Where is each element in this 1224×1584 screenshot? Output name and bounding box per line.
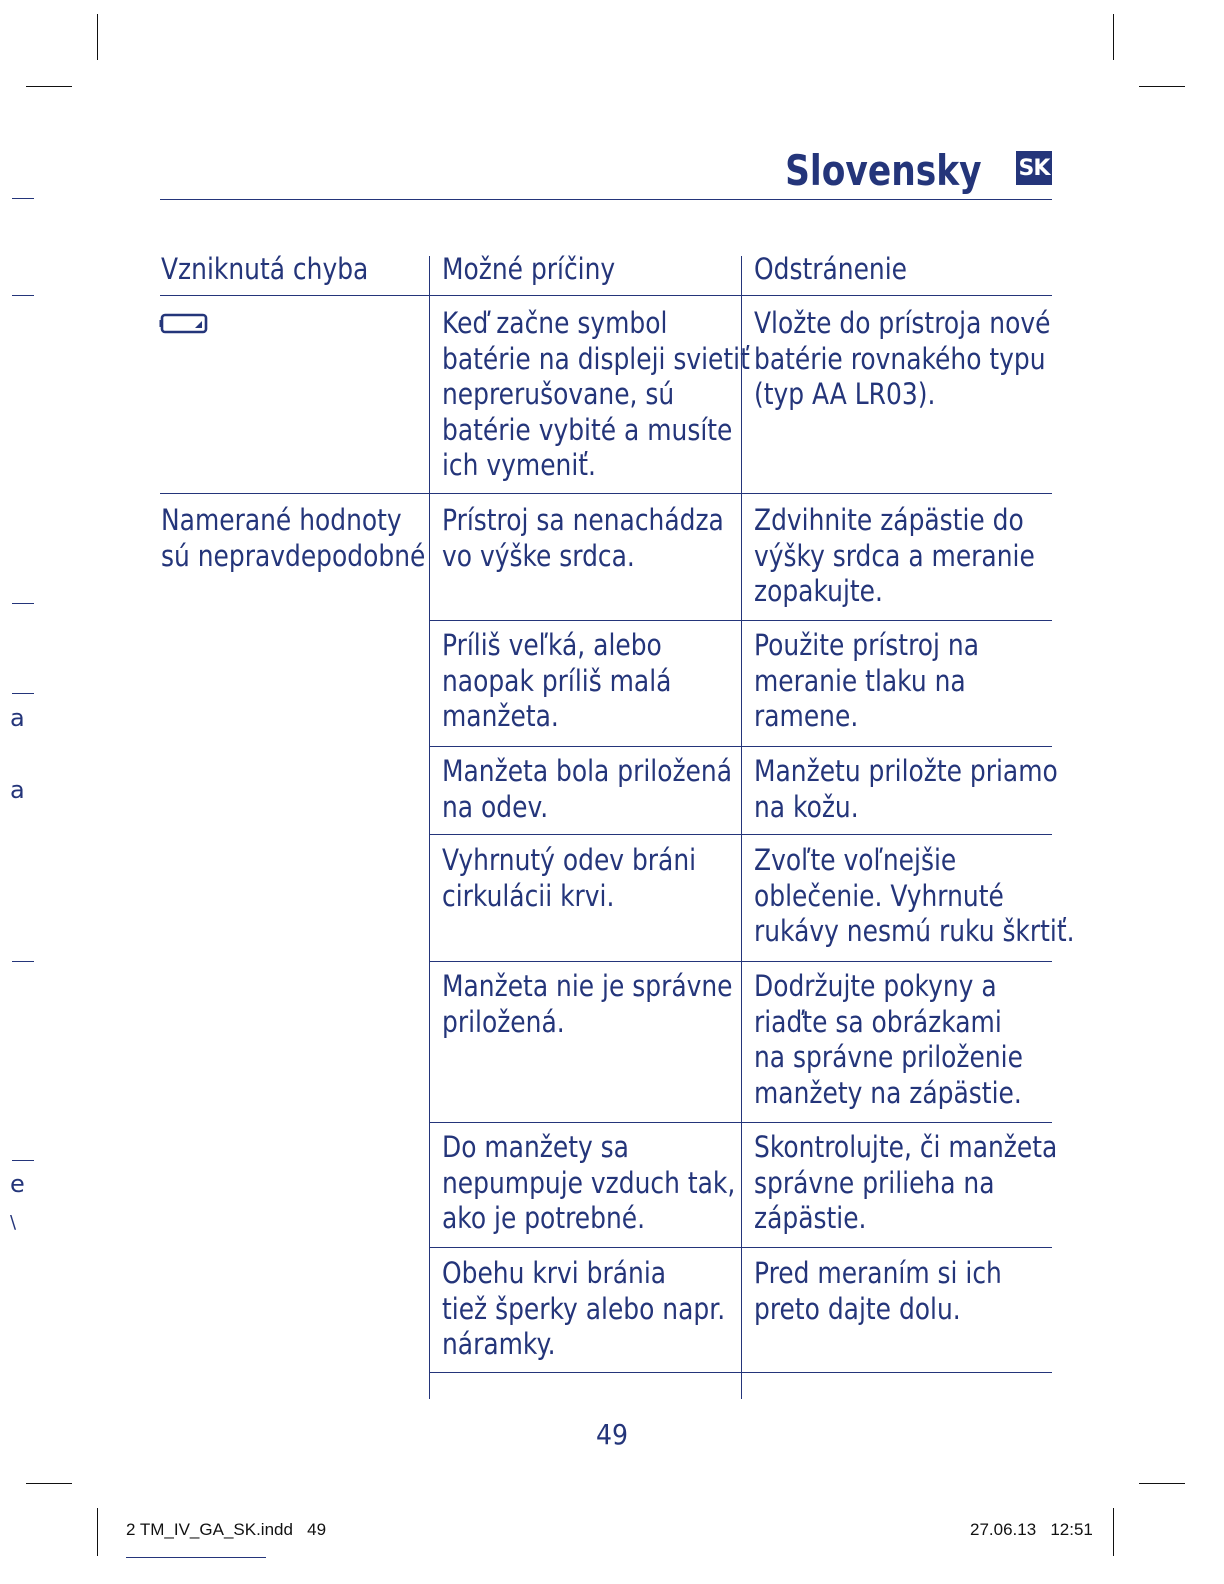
column-divider: [429, 256, 430, 1399]
margin-letter: a: [10, 704, 25, 732]
cause-cell: Manžeta bola priložená na odev.: [442, 754, 732, 824]
cause-cell: Obehu krvi bránia tiež šperky alebo napr. náramky.: [442, 1256, 726, 1362]
error-cell: Namerané hodnoty sú nepravdepodobné: [161, 503, 426, 573]
slug-date-time: 27.06.13 12:51: [970, 1520, 1093, 1539]
fix-cell: Vložte do prístroja nové batérie rovnakého typu (typ AA LR03).: [754, 306, 1051, 412]
page-number: 49: [595, 1418, 629, 1451]
crop-mark-top-right-v: [1113, 14, 1114, 60]
fix-cell: Skontrolujte, či manžeta správne prilieha na zápästie.: [754, 1130, 1058, 1236]
margin-tick: [12, 198, 34, 199]
margin-tick: [12, 603, 34, 604]
row-rule: [160, 493, 1052, 494]
column-header-error: Vzniknutá chyba: [161, 252, 369, 286]
cause-cell: Do manžety sa nepumpuje vzduch tak, ako je potrebné.: [442, 1130, 736, 1236]
crop-mark-bottom-left-v: [97, 1508, 98, 1556]
margin-tick: [12, 1160, 34, 1161]
crop-mark-bottom-left-h: [26, 1483, 72, 1484]
margin-letter: a: [10, 776, 25, 804]
crop-mark-top-right-h: [1139, 86, 1185, 87]
fix-cell: Zvoľte voľnejšie oblečenie. Vyhrnuté rukávy nesmú ruku škrtiť.: [754, 843, 1075, 949]
header-row-rule: [160, 295, 1052, 296]
row-rule: [429, 834, 1052, 835]
row-rule: [429, 1122, 1052, 1123]
row-rule: [429, 1372, 1052, 1373]
fix-cell: Pred meraním si ich preto dajte dolu.: [754, 1256, 1002, 1326]
cause-cell: Manžeta nie je správne priložená.: [442, 969, 733, 1039]
row-rule: [429, 961, 1052, 962]
fix-cell: Použite prístroj na meranie tlaku na ramene.: [754, 628, 979, 734]
cause-cell: Vyhrnutý odev bráni cirkulácii krvi.: [442, 843, 697, 913]
margin-letter: e: [10, 1170, 25, 1198]
cause-cell: Keď začne symbol batérie na displeji svietiť neprerušovane, sú batérie vybité a musíte ich vymeniť.: [442, 306, 750, 483]
crop-mark-top-left-h: [26, 86, 72, 87]
crop-mark-top-left-v: [97, 14, 98, 60]
column-header-fix: Odstránenie: [754, 252, 908, 286]
row-rule: [429, 620, 1052, 621]
cause-cell: Príliš veľká, alebo naopak príliš malá manžeta.: [442, 628, 672, 734]
fix-cell: Zdvihnite zápästie do výšky srdca a meranie zopakujte.: [754, 503, 1035, 609]
crop-mark-bottom-right-v: [1113, 1508, 1114, 1556]
margin-tick: [12, 295, 34, 296]
margin-tick: [12, 961, 34, 962]
margin-tick: [12, 693, 34, 694]
crop-mark-bottom-right-h: [1139, 1483, 1185, 1484]
header-rule: [160, 199, 1052, 200]
fix-cell: Manžetu priložte priamo na kožu.: [754, 754, 1058, 824]
slug-underline: [126, 1557, 266, 1558]
margin-letter: \: [10, 1212, 17, 1233]
column-header-cause: Možné príčiny: [442, 252, 616, 286]
cause-cell: Prístroj sa nenachádza vo výške srdca.: [442, 503, 724, 573]
row-rule: [429, 1247, 1052, 1248]
page-title: Slovensky: [785, 146, 982, 195]
language-badge: SK: [1016, 151, 1052, 185]
battery-icon: [159, 313, 209, 335]
fix-cell: Dodržujte pokyny a riaďte sa obrázkami na správne priloženie manžety na zápästie.: [754, 969, 1023, 1110]
row-rule: [429, 746, 1052, 747]
slug-filename: 2 TM_IV_GA_SK.indd 49: [126, 1520, 327, 1539]
